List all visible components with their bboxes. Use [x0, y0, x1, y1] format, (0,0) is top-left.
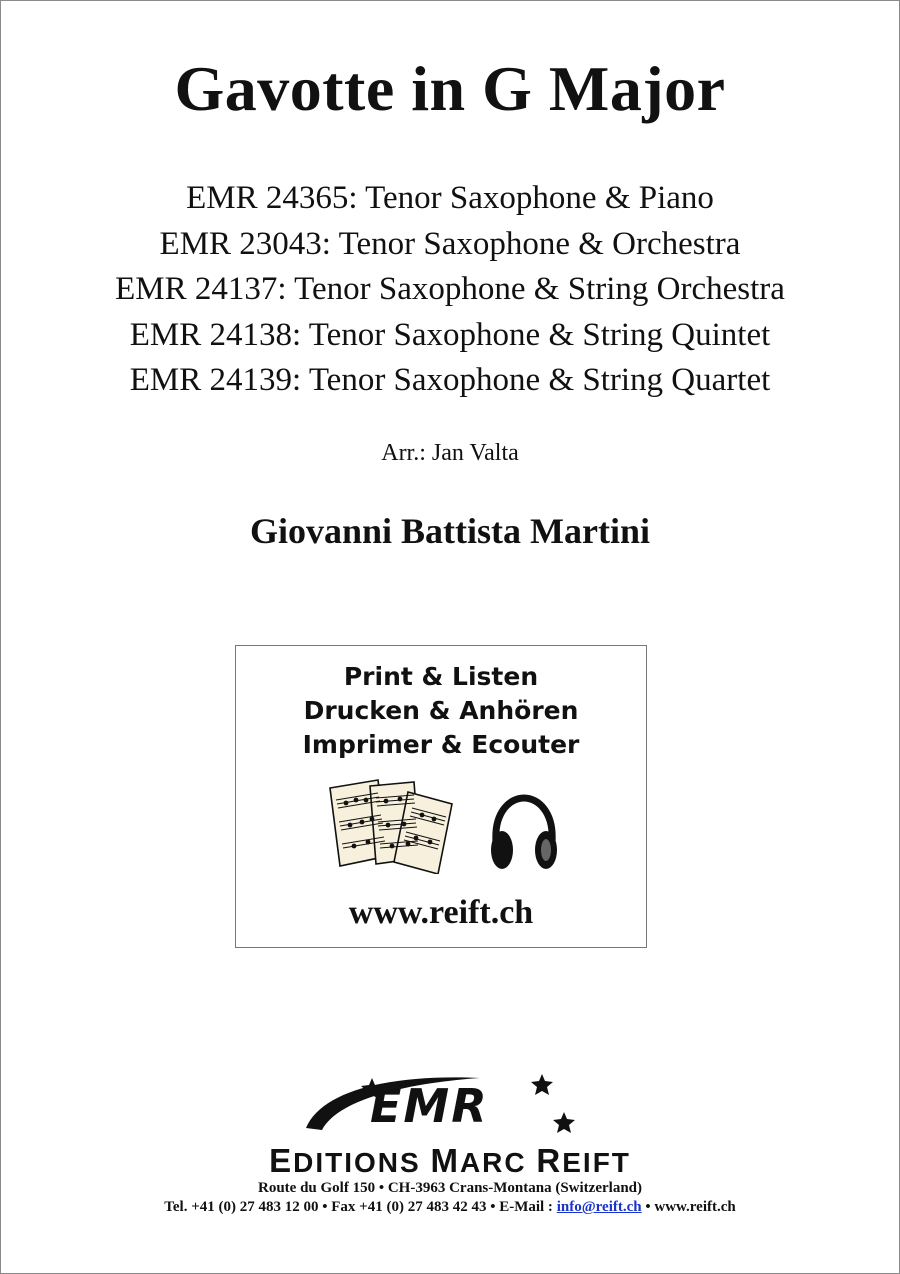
promo-url: www.reift.ch [348, 894, 534, 931]
contact-website: • www.reift.ch [641, 1199, 736, 1215]
sheet-music-icon [328, 778, 456, 874]
publisher-contact [0, 1199, 900, 1216]
publisher-word: DITIONS [293, 1147, 421, 1178]
edition-list [0, 176, 900, 404]
promo-text [236, 660, 646, 762]
publisher-word: EIFT [562, 1147, 631, 1178]
headphones-icon [488, 794, 560, 874]
print-listen-box [235, 645, 647, 948]
edition-item: EMR 24139: Tenor Saxophone & String Quartet [129, 362, 771, 398]
page-title: Gavotte in G Major [174, 53, 726, 124]
publisher-name [0, 1142, 900, 1180]
edition-item: EMR 23043: Tenor Saxophone & Orchestra [159, 225, 741, 262]
email-link[interactable]: info@reift.ch [556, 1199, 642, 1215]
edition-item: EMR 24137: Tenor Saxophone & String Orchestra [115, 271, 785, 307]
edition-item: EMR 24138: Tenor Saxophone & String Quintet [129, 316, 771, 353]
promo-line-german: Drucken & Anhören [303, 696, 579, 725]
composer: Giovanni Battista Martini [249, 511, 650, 551]
publisher-initial: R [536, 1142, 563, 1179]
publisher-address: Route du Golf 150 • CH-3963 Crans-Montana (Switzerland) [258, 1180, 642, 1196]
emr-logo [300, 1072, 600, 1140]
emr-logo-text: EMR [370, 1079, 489, 1133]
arranger: Arr.: Jan Valta [381, 440, 519, 466]
edition-item: EMR 24365: Tenor Saxophone & Piano [186, 180, 714, 216]
publisher-word: ARC [459, 1147, 527, 1178]
promo-line-english: Print & Listen [343, 662, 539, 691]
contact-phone-fax: Tel. +41 (0) 27 483 12 00 • Fax +41 (0) 27 483 42 43 • E-Mail : [164, 1199, 557, 1215]
publisher-initial: M [430, 1142, 460, 1179]
publisher-initial: E [269, 1142, 294, 1179]
promo-line-french: Imprimer & Ecouter [302, 730, 580, 759]
